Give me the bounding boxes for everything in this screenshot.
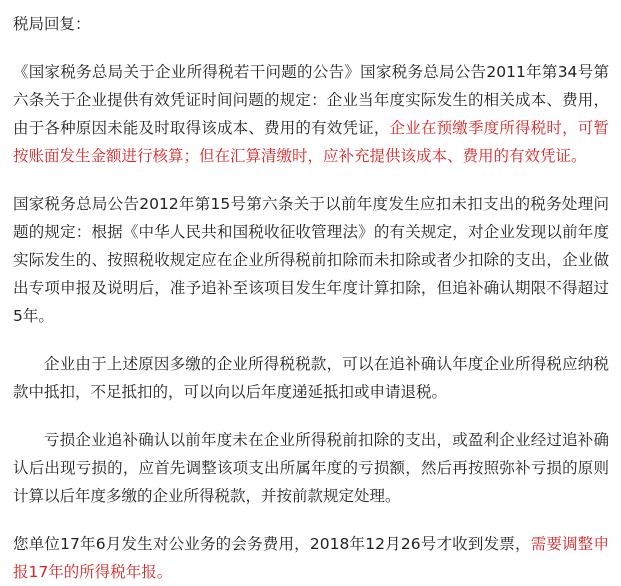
paragraph-loss-adjustment: 亏损企业追补确认以前年度未在企业所得税前扣除的支出，或盈利企业经过追补确认后出现亏损的，应首先调整该项支出所属年度的亏损额，然后再按照弥补亏损的原则计算以后年度多缴的企业所得税款，并按前款规定处理。: [13, 431, 609, 505]
announcement-2011-highlight: 企业在预缴季度所得税时，可暂按账面发生金额进行核算；但在汇算清缴时，应补充提供该成本、费用的有效凭证。: [13, 119, 609, 165]
reply-header: 税局回复：: [13, 15, 91, 33]
conclusion-highlight: 需要调整申报17年的所得税年报。: [13, 535, 609, 581]
paragraph-announcement-2011: [13, 58, 609, 170]
announcement-2011-text: 《国家税务总局关于企业所得税若干问题的公告》国家税务总局公告2011年第34号第六条关于企业提供有效凭证时间问题的规定：企业当年度实际发生的相关成本、费用，由于各种原因未能及时取得该成本、费用的有效凭证，: [13, 63, 609, 137]
paragraph-conclusion: [13, 530, 609, 586]
paragraph-overpaid-tax: 企业由于上述原因多缴的企业所得税税款，可以在追补确认年度企业所得税应纳税款中抵扣，不足抵扣的，可以向以后年度递延抵扣或申请退税。: [13, 355, 609, 401]
conclusion-text: 您单位17年6月发生对公业务的会务费用，2018年12月26号才收到发票，: [13, 535, 531, 553]
paragraph-announcement-2012: 国家税务总局公告2012年第15号第六条关于以前年度发生应扣未扣支出的税务处理问题的规定：根据《中华人民共和国税收征收管理法》的有关规定，对企业发现以前年度实际发生的、按照税收规定应在企业所得税前扣除而未扣除或者少扣除的支出，企业做出专项申报及说明后，准予追补至该项目发生年度计算扣除，但追补确认期限不得超过5年。: [13, 195, 609, 325]
